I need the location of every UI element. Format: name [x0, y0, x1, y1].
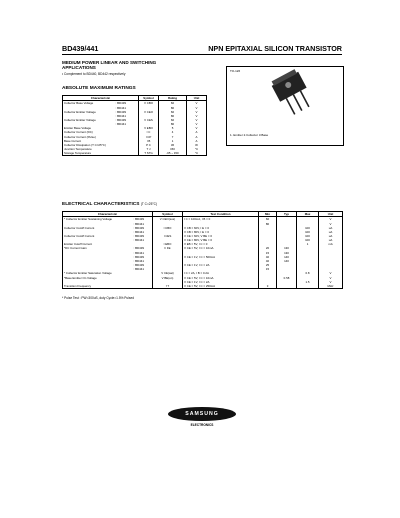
- table-cell: Base Current: [63, 139, 115, 143]
- table-cell: V CE = 1V, I C = 2A: [183, 280, 259, 284]
- table-cell: -65 ~ 150: [159, 151, 187, 156]
- abs-max-table: [62, 95, 207, 156]
- elec-title: [62, 202, 157, 207]
- table-cell: : BD439: [115, 110, 139, 114]
- table-cell: V CE = 1V, I C = 500mA: [183, 255, 259, 259]
- document-title: NPN EPITAXIAL SILICON TRANSISTOR: [208, 44, 342, 53]
- table-cell: I CBO: [153, 226, 183, 230]
- table-cell: V EB = 5V, I C = 0: [183, 242, 259, 246]
- table-cell: V CB = 60V, I E = 0: [183, 226, 259, 230]
- table-cell: V CE = 5V, I C = 10mA: [183, 276, 259, 280]
- table-cell: V: [187, 118, 207, 122]
- table-cell: V CE = 80V, V BE = 0: [183, 238, 259, 242]
- table-cell: : BD439: [115, 101, 139, 106]
- table-cell: W: [187, 143, 207, 147]
- application-title: [62, 60, 156, 71]
- table-cell: : BD441: [133, 238, 153, 242]
- table-cell: A: [187, 130, 207, 134]
- table-cell: : BD439: [133, 226, 153, 230]
- header-rule: [62, 54, 342, 55]
- table-cell: V CEO(sus): [153, 217, 183, 222]
- table-cell: V: [319, 217, 343, 222]
- table-cell: V CES: [139, 118, 159, 122]
- column-header: Rating: [159, 96, 187, 101]
- table-cell: : BD439: [133, 217, 153, 222]
- table-cell: 60: [159, 110, 187, 114]
- table-cell: : BD441: [115, 106, 139, 110]
- table-cell: Storage Temperature: [63, 151, 115, 156]
- table-cell: 80: [259, 222, 277, 226]
- table-cell: Collector Cutoff Current: [63, 234, 133, 238]
- table-cell: V CBO: [139, 101, 159, 106]
- table-cell: V: [187, 110, 207, 114]
- table-cell: I C = 2A, I B = 0.2A: [183, 271, 259, 275]
- table-cell: T J: [139, 147, 159, 151]
- table-cell: V: [319, 222, 343, 226]
- table-cell: 0.8: [297, 271, 319, 275]
- table-cell: 150: [159, 147, 187, 151]
- table-cell: V: [187, 126, 207, 130]
- table-cell: uA: [319, 226, 343, 230]
- column-header: Characteristic: [63, 212, 153, 217]
- table-cell: 80: [159, 106, 187, 110]
- table-cell: Collector Cutoff Current: [63, 226, 133, 230]
- table-row: [63, 284, 343, 289]
- table-cell: 40: [259, 255, 277, 259]
- table-cell: 1: [159, 139, 187, 143]
- table-cell: V CEO: [139, 110, 159, 114]
- table-cell: 0.58: [277, 276, 297, 280]
- elec-title-text: ELECTRICAL CHARACTERISTICS: [62, 202, 140, 207]
- table-cell: 5: [159, 126, 187, 130]
- table-cell: P C: [139, 143, 159, 147]
- table-cell: V: [319, 276, 343, 280]
- complement-note: • Complement to BD440, BD442 respectively: [62, 72, 126, 76]
- table-cell: V EBO: [139, 126, 159, 130]
- table-cell: 36: [159, 143, 187, 147]
- table-cell: °C: [187, 147, 207, 151]
- table-cell: : BD439: [133, 263, 153, 267]
- table-cell: A: [187, 135, 207, 139]
- table-cell: V: [187, 106, 207, 110]
- table-cell: [133, 284, 153, 289]
- table-cell: 60: [159, 118, 187, 122]
- table-cell: 40: [259, 259, 277, 263]
- table-cell: °C: [187, 151, 207, 156]
- column-header: Typ: [277, 212, 297, 217]
- table-cell: 15: [259, 267, 277, 271]
- table-cell: Collector Emitter Voltage: [63, 118, 115, 122]
- column-header: Max: [297, 212, 319, 217]
- table-cell: [297, 284, 319, 289]
- table-cell: : BD439: [133, 234, 153, 238]
- column-header: Unit: [187, 96, 207, 101]
- table-cell: : BD441: [133, 222, 153, 226]
- table-cell: Transition Frequency: [63, 284, 133, 289]
- abs-max-title: ABSOLUTE MAXIMUM RATINGS: [62, 86, 136, 91]
- table-cell: 60: [159, 101, 187, 106]
- table-cell: V CE = 5V, I C = 250mA: [183, 284, 259, 289]
- table-cell: Junction Temperature: [63, 147, 115, 151]
- table-cell: Collector Emitter Voltage: [63, 110, 115, 114]
- application-line-1: MEDIUM POWER LINEAR AND SWITCHING: [62, 60, 157, 65]
- table-cell: * Collector Emitter Sustaining Voltage: [63, 217, 133, 222]
- table-cell: 100: [297, 226, 319, 230]
- table-cell: 1: [297, 242, 319, 246]
- table-cell: V BE(on): [153, 276, 183, 280]
- table-cell: 140: [277, 259, 297, 263]
- samsung-logo-sub: ELECTRONICS: [190, 423, 214, 427]
- table-cell: : BD439: [115, 118, 139, 122]
- table-cell: 25: [259, 263, 277, 267]
- table-cell: : BD441: [133, 267, 153, 271]
- table-cell: T STG: [139, 151, 159, 156]
- package-label: TO-126: [230, 69, 241, 73]
- package-diagram: [226, 66, 344, 146]
- table-cell: 130: [277, 251, 297, 255]
- table-cell: I C: [139, 130, 159, 134]
- column-header: Characteristic: [63, 96, 139, 101]
- elec-table: [62, 211, 343, 289]
- table-cell: V: [187, 101, 207, 106]
- table-cell: 100: [297, 234, 319, 238]
- table-cell: : BD441: [115, 114, 139, 118]
- table-cell: 130: [277, 246, 297, 250]
- table-cell: 100: [297, 230, 319, 234]
- datasheet-header: [62, 44, 342, 54]
- table-cell: I C = 100mA, I B = 0: [183, 217, 259, 222]
- column-header: Test Condition: [183, 212, 259, 217]
- elec-title-condition: (T C=25°C): [140, 202, 157, 206]
- table-cell: V: [319, 271, 343, 275]
- table-cell: uA: [319, 234, 343, 238]
- table-cell: mA: [319, 242, 343, 246]
- table-cell: 100: [297, 238, 319, 242]
- table-cell: Emitter Base Voltage: [63, 126, 115, 130]
- table-cell: V CE = 5V, I C = 10mA: [183, 246, 259, 250]
- table-cell: 140: [277, 255, 297, 259]
- table-cell: Collector Current (DC): [63, 130, 115, 134]
- table-cell: V CE = 60V, V BE = 0: [183, 234, 259, 238]
- table-cell: : BD441: [133, 251, 153, 255]
- table-cell: * Collector Emitter Saturation Voltage: [63, 271, 133, 275]
- table-cell: h FE: [153, 246, 183, 250]
- table-cell: 15: [259, 251, 277, 255]
- samsung-logo: SAMSUNG: [168, 407, 236, 421]
- table-cell: : BD441: [133, 259, 153, 263]
- table-cell: : BD439: [133, 246, 153, 250]
- table-cell: [115, 151, 139, 156]
- table-cell: I CP: [139, 135, 159, 139]
- table-cell: I CES: [153, 234, 183, 238]
- table-cell: uA: [319, 238, 343, 242]
- column-header: Min: [259, 212, 277, 217]
- table-cell: uA: [319, 230, 343, 234]
- table-cell: Emitter Cutoff Current: [63, 242, 133, 246]
- table-cell: Collector Base Voltage: [63, 101, 115, 106]
- table-cell: 80: [159, 122, 187, 126]
- footnote: * Pulse Test : PW=300uS, duty Cycle=1.5% Pulsed: [62, 296, 135, 300]
- column-header: Symbol: [139, 96, 159, 101]
- part-number: BD439/441: [62, 44, 99, 53]
- transistor-package-icon: [227, 67, 343, 131]
- table-cell: V: [187, 122, 207, 126]
- table-cell: V: [319, 280, 343, 284]
- column-header: Unit: [319, 212, 343, 217]
- table-cell: *Base Emitter On Voltage: [63, 276, 133, 280]
- table-cell: V CB = 80V, I E = 0: [183, 230, 259, 234]
- table-cell: [277, 284, 297, 289]
- table-cell: V CE = 1V, I C = 2A: [183, 263, 259, 267]
- table-cell: 60: [259, 217, 277, 222]
- table-cell: 7: [159, 135, 187, 139]
- table-cell: 1.5: [297, 280, 319, 284]
- table-cell: Collector Dissipation (T C=25°C): [63, 143, 115, 147]
- table-cell: *DC Current Gain: [63, 246, 133, 250]
- table-cell: : BD439: [133, 255, 153, 259]
- table-cell: MHz: [319, 284, 343, 289]
- table-cell: 3: [259, 284, 277, 289]
- pin-legend: 1. Emitter 2.Collector 3.Base: [230, 133, 269, 137]
- table-cell: I B: [139, 139, 159, 143]
- table-cell: V CE(sat): [153, 271, 183, 275]
- table-cell: f T: [153, 284, 183, 289]
- column-header: Symbol: [153, 212, 183, 217]
- application-line-2: APPLICATIONS: [62, 65, 96, 71]
- table-cell: V: [187, 114, 207, 118]
- table-cell: 4: [159, 130, 187, 134]
- table-cell: 20: [259, 246, 277, 250]
- table-cell: : BD441: [133, 230, 153, 234]
- table-row: [63, 151, 207, 156]
- table-cell: I EBO: [153, 242, 183, 246]
- table-cell: A: [187, 139, 207, 143]
- table-cell: : BD441: [115, 122, 139, 126]
- table-cell: 80: [159, 114, 187, 118]
- table-cell: Collector Current (Pulse): [63, 135, 115, 139]
